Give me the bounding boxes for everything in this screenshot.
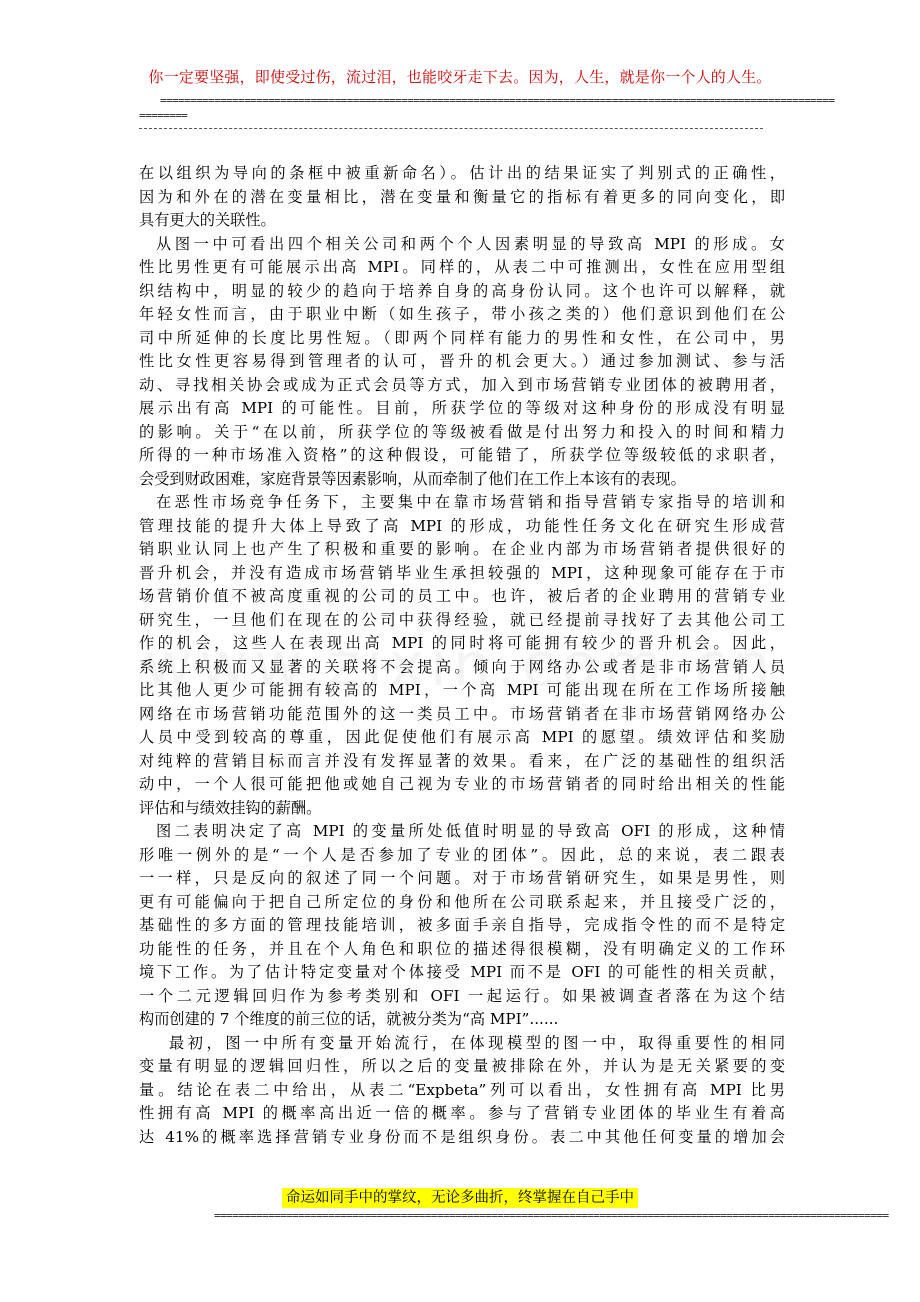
body-line: 研究生，一旦他们在现在的公司中获得经验，就已经提前寻找好了去其他公司工 (139, 610, 785, 629)
body-line: 更有可能偏向于把自己所定位的身份和他所在公司联系起来，并且接受广泛的， (139, 892, 785, 911)
body-line: 晋升机会，并没有造成市场营销毕业生承担较强的 MPI，这种现象可能存在于市 (139, 563, 785, 582)
body-line: 性拥有高 MPI 的概率高出近一倍的概率。参与了营销专业团体的毕业生有着高 (139, 1104, 785, 1122)
body-line: 动、寻找相关协会或成为正式会员等方式，加入到市场营销专业团体的被聘用者， (139, 375, 785, 394)
body-line: 变量有明显的逻辑回归性，所以之后的变量被排除在外，并认为是无关紧要的变 (139, 1057, 785, 1075)
body-line: 形唯一例外的是“一个人是否参加了专业的团体”。因此，总的来说，表二跟表 (139, 845, 785, 864)
body-line: 司中所延伸的长度比男性短。（即两个同样有能力的男性和女性，在公司中，男 (139, 328, 785, 347)
body-line: 动中，一个人很可能把他或她自己视为专业的市场营销者的同时给出相关的性能 (139, 775, 785, 793)
body-line: 一个二元逻辑回归作为参考类别和 OFI 一起运行。如果被调查者落在为这个结 (139, 986, 785, 1005)
body-line: 具有更大的关联性。 (139, 211, 276, 229)
header-rule-line: ================================================================================================================ (160, 94, 835, 107)
body-line: 图二表明决定了高 MPI 的变量所处低值时明显的导致高 OFI 的形成，这种情 (156, 822, 785, 840)
body-line: 量。结论在表二中给出，从表二“Expbeta”列可以看出，女性拥有高 MPI 比男 (139, 1080, 785, 1099)
body-line: 因为和外在的潜在变量相比，潜在变量和衡量它的指标有着更多的同向变化，即 (139, 187, 785, 206)
body-line: 展示出有高 MPI 的可能性。目前，所获学位的等级对这种身份的形成没有明显 (139, 399, 785, 417)
body-line: 在恶性市场竞争任务下，主要集中在靠市场营销和指导营销专家指导的培训和 (156, 493, 785, 511)
body-line: 系统上积极而又显著的关联将不会提高。倾向于网络办公或者是非市场营销人员 (139, 657, 785, 676)
body-line: 比其他人更少可能拥有较高的 MPI，一个高 MPI 可能出现在所在工作场所接触 (139, 681, 785, 699)
header-rule-line-wrap: ======== (139, 109, 188, 122)
body-line: 最初，图一中所有变量开始流行，在体现模型的图一中，取得重要性的相同 (169, 1033, 785, 1052)
body-line: 场营销价值不被高度重视的公司的员工中。也许，被后者的企业聘用的营销专业 (139, 587, 785, 605)
body-line: 在以组织为导向的条框中被重新命名）。估计出的结果证实了判别式的正确性， (139, 164, 785, 182)
body-line: 的影响。关于“在以前，所获学位的等级被看做是付出努力和投入的时间和精力 (139, 422, 785, 441)
footer (0, 1187, 920, 1208)
body-line: 一一样，只是反向的叙述了同一个问题。对于市场营销研究生，如果是男性，则 (139, 869, 785, 887)
body-line: 销职业认同上也产生了积极和重要的影响。在企业内部为市场营销者提供很好的 (139, 540, 785, 558)
document-body (139, 162, 785, 1149)
body-line: 从图一中可看出四个相关公司和两个个人因素明显的导致高 MPI 的形成。女 (156, 234, 785, 253)
body-line: 会受到财政困难，家庭背景等因素影响，从而牵制了他们在工作上本该有的表现。 (139, 469, 686, 488)
body-line: 网络在市场营销功能范围外的这一类员工中。市场营销者在非市场营销网络办公 (139, 704, 785, 723)
body-line: 所得的一种市场准入资格”的这种假设，可能错了，所获学位等级较低的求职者， (139, 446, 785, 464)
body-line: 评估和与绩效挂钩的薪酬。 (139, 798, 322, 817)
body-line: 管理技能的提升大体上导致了高 MPI 的形成，功能性任务文化在研究生形成营 (139, 516, 785, 535)
body-line: 对纯粹的营销目标而言并没有发挥显著的效果。看来，在广泛的基础性的组织活 (139, 751, 785, 770)
body-line: 织结构中，明显的较少的趋向于培养自身的高身份认同。这个也许可以解释，就 (139, 281, 785, 300)
body-line: 基础性的多方面的管理技能培训，被多面手亲自指导，完成指令性的而不是特定 (139, 916, 785, 934)
body-line: 境下工作。为了估计特定变量对个体接受 MPI 而不是 OFI 的可能性的相关贡献， (139, 963, 785, 981)
header-motto: 你一定要坚强，即使受过伤，流过泪，也能咬牙走下去。因为，人生，就是你一个人的人生。 (148, 68, 772, 86)
body-line: 性比女性更容易得到管理者的认可，晋升的机会更大。）通过参加测试、参与活 (139, 352, 785, 370)
body-line: 构而创建的 7 个维度的前三位的话，就被分类为“高 MPI”...... (139, 1010, 559, 1028)
dashed-divider (139, 128, 763, 129)
body-line: 性比男性更有可能展示出高 MPI。同样的，从表二中可推测出，女性在应用型组 (139, 258, 785, 276)
footer-rule-line: ================================================================================================================ (214, 1209, 889, 1222)
body-line: 功能性的任务，并且在个人角色和职位的描述得很模糊，没有明确定义的工作环 (139, 939, 785, 958)
body-line: 人员中受到较高的尊重，因此促使他们有展示高 MPI 的愿望。绩效评估和奖励 (139, 728, 785, 746)
body-line: 年轻女性而言，由于职业中断（如生孩子，带小孩之类的）他们意识到他们在公 (139, 305, 785, 323)
body-line: 作的机会，这些人在表现出高 MPI 的同时将可能拥有较少的晋升机会。因此， (139, 634, 785, 652)
body-line: 达 41%的概率选择营销专业身份而不是组织身份。表二中其他任何变量的增加会 (139, 1127, 785, 1146)
footer-motto: 命运如同手中的掌纹，无论多曲折，终掌握在自己手中 (282, 1188, 638, 1208)
